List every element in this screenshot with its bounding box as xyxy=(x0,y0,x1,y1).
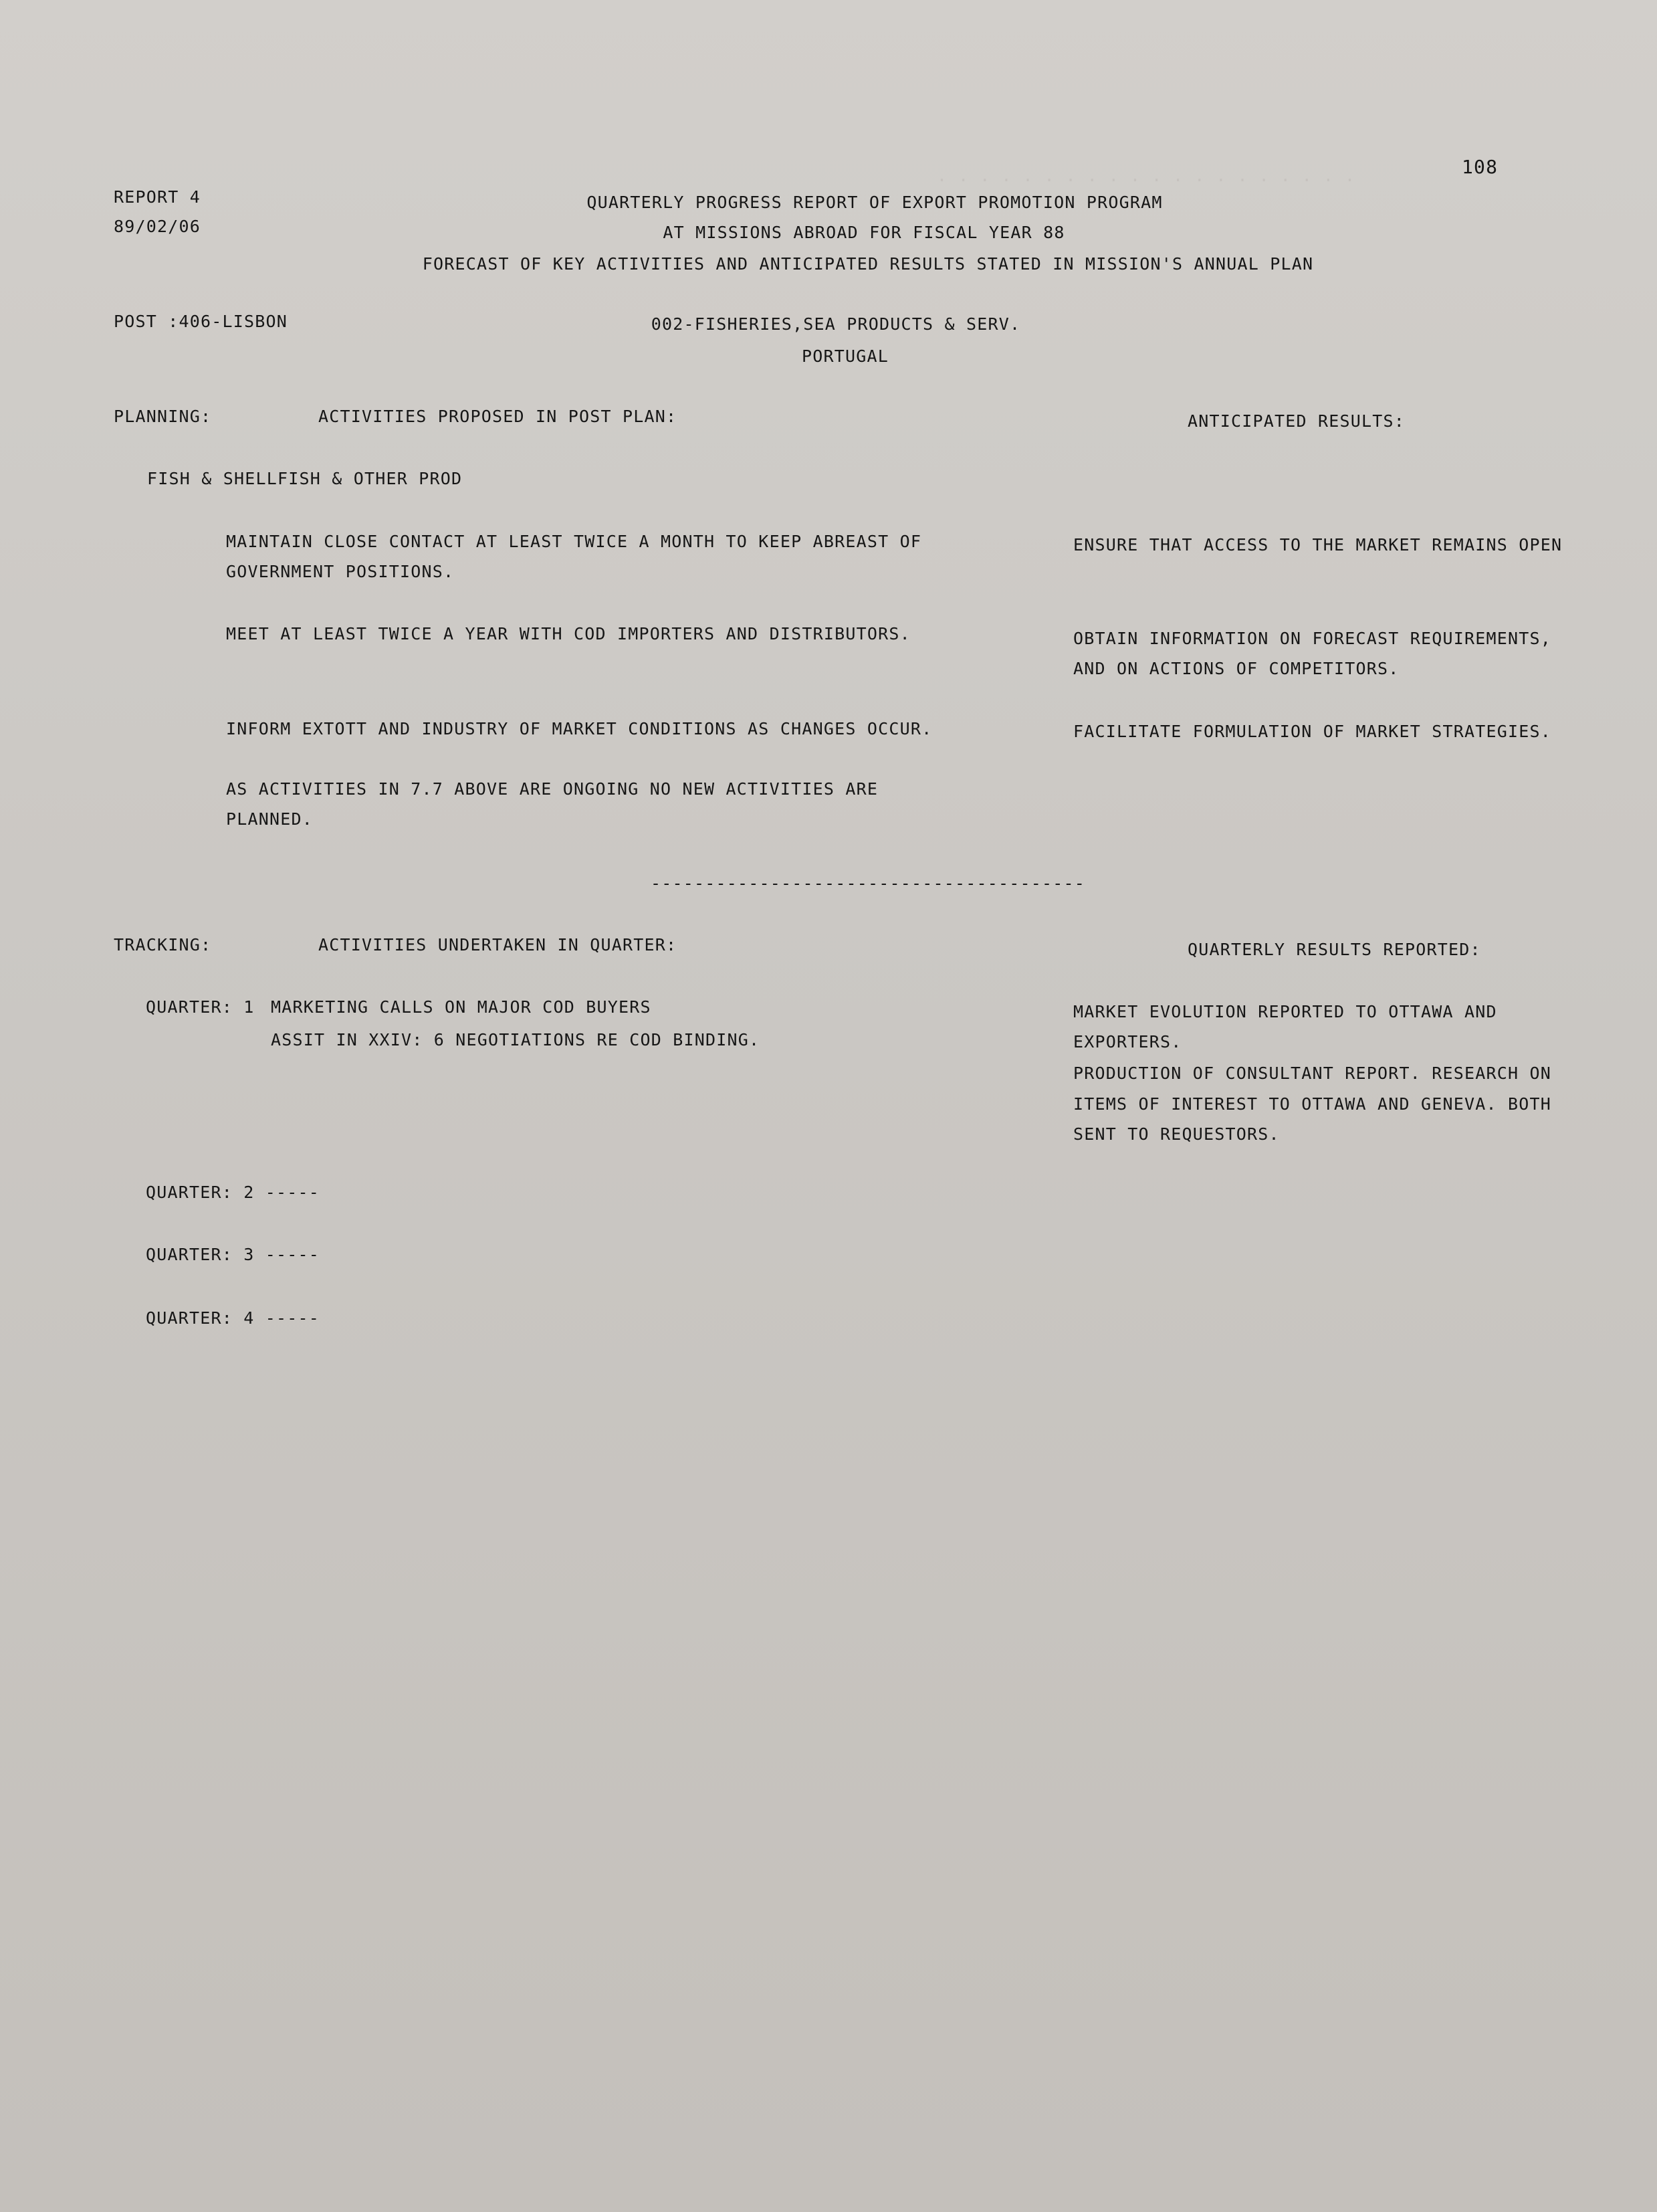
tracking-label: TRACKING: xyxy=(114,935,212,954)
planning-activity-line: INFORM EXTOTT AND INDUSTRY OF MARKET CONDITIONS AS CHANGES OCCUR. xyxy=(226,719,933,738)
planning-activity-line: AS ACTIVITIES IN 7.7 ABOVE ARE ONGOING NO NEW ACTIVITIES ARE xyxy=(226,779,879,799)
planning-activity-line: MEET AT LEAST TWICE A YEAR WITH COD IMPORTERS AND DISTRIBUTORS. xyxy=(226,624,911,643)
planning-result-line: AND ON ACTIONS OF COMPETITORS. xyxy=(1073,659,1400,678)
quarter-3-line: QUARTER: 3 ----- xyxy=(146,1245,320,1264)
planning-result-line: OBTAIN INFORMATION ON FORECAST REQUIREMENTS, xyxy=(1073,629,1552,648)
quarter-2-line: QUARTER: 2 ----- xyxy=(146,1183,320,1202)
title-line-3: FORECAST OF KEY ACTIVITIES AND ANTICIPATED RESULTS STATED IN MISSION'S ANNUAL PLAN xyxy=(422,254,1314,274)
product-heading: FISH & SHELLFISH & OTHER PROD xyxy=(147,469,463,488)
sector-label: 002-FISHERIES,SEA PRODUCTS & SERV. xyxy=(651,314,1021,334)
quarter-1-result-line: SENT TO REQUESTORS. xyxy=(1073,1124,1280,1144)
title-line-2: AT MISSIONS ABROAD FOR FISCAL YEAR 88 xyxy=(663,223,1065,242)
planning-activity-line: GOVERNMENT POSITIONS. xyxy=(226,562,455,581)
bleed-through: . . . . . . . . . . . . . . . . . . . . xyxy=(936,166,1355,185)
section-separator: ---------------------------------------- xyxy=(650,874,1086,893)
quarter-1-result-line: MARKET EVOLUTION REPORTED TO OTTAWA AND xyxy=(1073,1002,1497,1021)
quarter-1-result-line: EXPORTERS. xyxy=(1073,1032,1182,1051)
report-date: 89/02/06 xyxy=(114,217,201,236)
quarter-1-activity-line: ASSIT IN XXIV: 6 NEGOTIATIONS RE COD BINDING. xyxy=(271,1030,760,1049)
planning-results-heading: ANTICIPATED RESULTS: xyxy=(1188,411,1406,431)
quarter-1-result-line: PRODUCTION OF CONSULTANT REPORT. RESEARCH ON xyxy=(1073,1064,1552,1083)
post-label: POST :406-LISBON xyxy=(114,312,288,331)
quarter-1-activity-line: MARKETING CALLS ON MAJOR COD BUYERS xyxy=(271,997,651,1017)
quarter-4-line: QUARTER: 4 ----- xyxy=(146,1308,320,1328)
quarter-1-label: QUARTER: 1 xyxy=(146,997,255,1017)
title-line-1: QUARTERLY PROGRESS REPORT OF EXPORT PROMOTION PROGRAM xyxy=(586,193,1163,212)
planning-result-line: FACILITATE FORMULATION OF MARKET STRATEGIES. xyxy=(1073,722,1552,741)
country-label: PORTUGAL xyxy=(801,346,889,366)
planning-activities-heading: ACTIVITIES PROPOSED IN POST PLAN: xyxy=(318,407,677,426)
quarter-1-result-line: ITEMS OF INTEREST TO OTTAWA AND GENEVA. BOTH xyxy=(1073,1094,1552,1114)
page-number: 108 xyxy=(1462,156,1499,178)
planning-activity-line: PLANNED. xyxy=(226,809,314,829)
tracking-activities-heading: ACTIVITIES UNDERTAKEN IN QUARTER: xyxy=(318,935,677,954)
planning-activity-line: MAINTAIN CLOSE CONTACT AT LEAST TWICE A MONTH TO KEEP ABREAST OF xyxy=(226,532,922,551)
planning-label: PLANNING: xyxy=(114,407,212,426)
report-id: REPORT 4 xyxy=(114,187,201,207)
planning-result-line: ENSURE THAT ACCESS TO THE MARKET REMAINS OPEN xyxy=(1073,535,1563,555)
tracking-results-heading: QUARTERLY RESULTS REPORTED: xyxy=(1188,940,1481,959)
